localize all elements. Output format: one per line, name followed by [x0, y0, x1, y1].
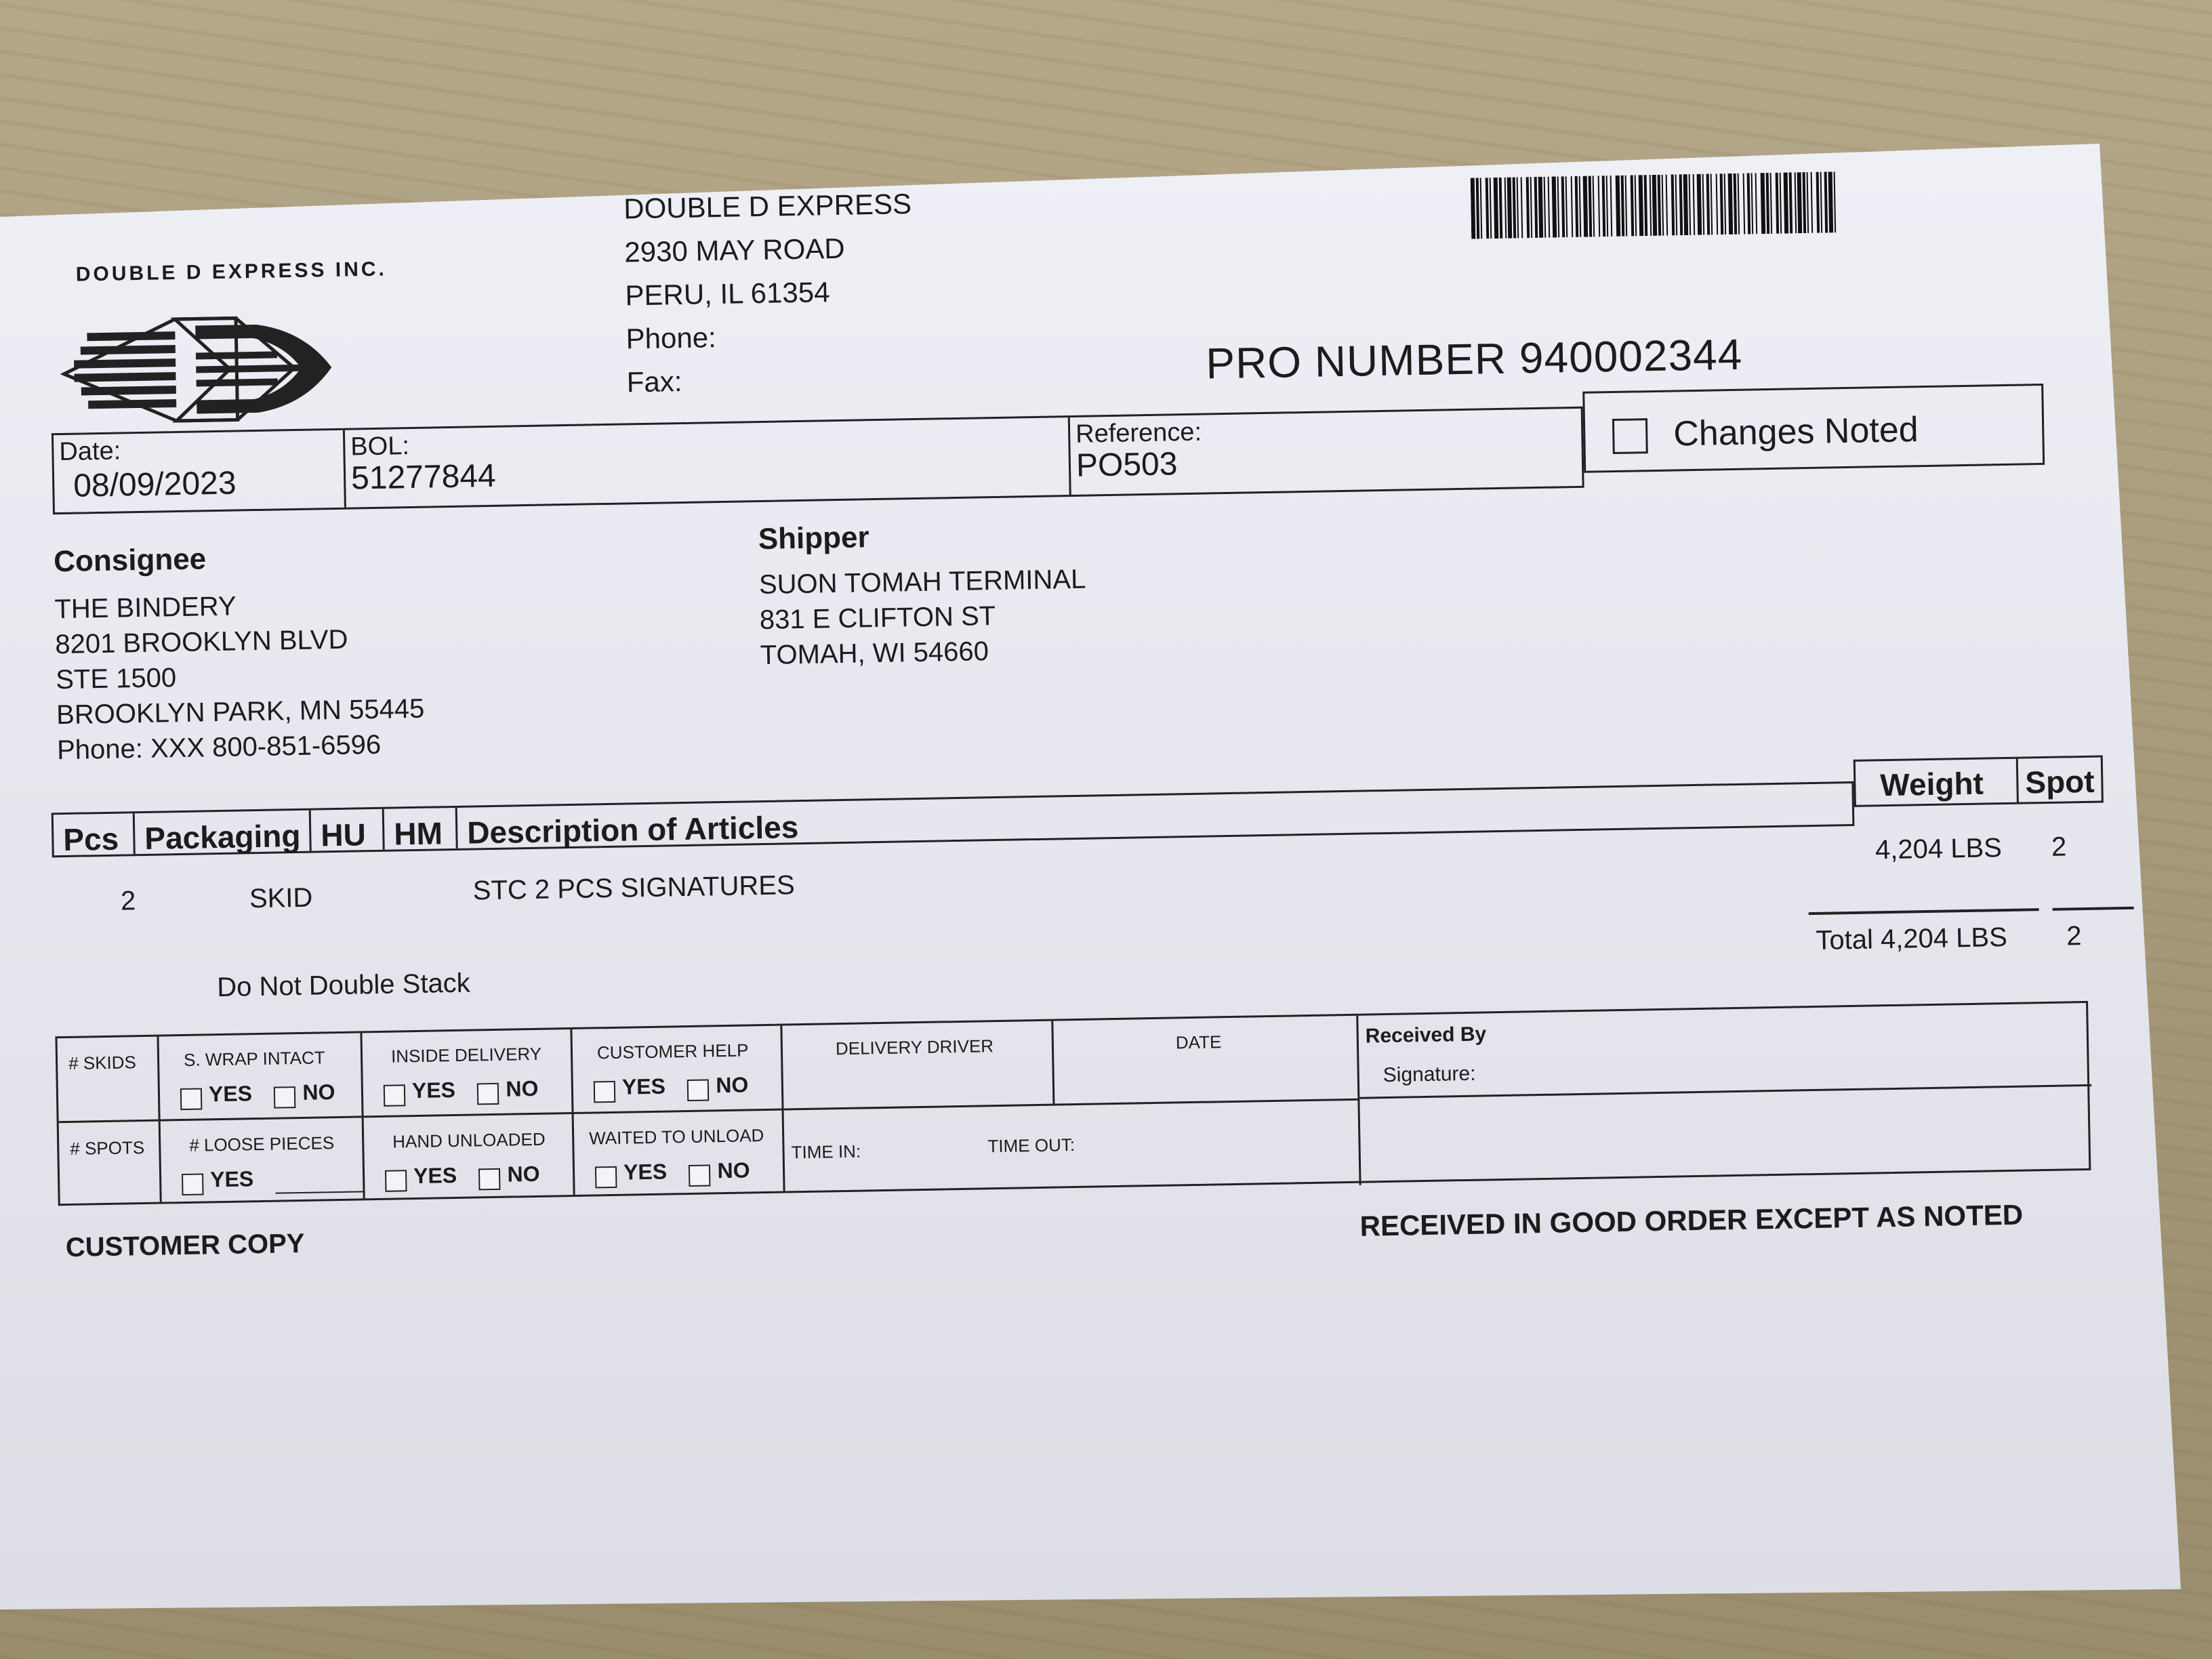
- help-label: CUSTOMER HELP: [596, 1040, 749, 1063]
- inside-no-label: NO: [506, 1076, 539, 1101]
- barcode-bar: [1593, 176, 1595, 237]
- waited-label: WAITED TO UNLOAD: [588, 1125, 764, 1149]
- driver-label: DELIVERY DRIVER: [835, 1036, 994, 1059]
- barcode-bar: [1811, 172, 1814, 233]
- shipper-line-2: 831 E CLIFTON ST: [759, 600, 996, 636]
- inside-yes-label: YES: [411, 1077, 456, 1103]
- wrap-yes-label: YES: [208, 1081, 253, 1107]
- company-name: DOUBLE D EXPRESS: [623, 188, 912, 225]
- waited-no-checkbox[interactable]: [689, 1164, 711, 1187]
- time-in-label: TIME IN:: [791, 1141, 861, 1163]
- row-spot: 2: [2051, 832, 2067, 862]
- barcode-bar: [1711, 173, 1713, 234]
- barcode-bar: [1583, 176, 1589, 237]
- barcode-bar: [1755, 173, 1758, 234]
- barcode-bar: [1820, 172, 1823, 233]
- loose-label: # LOOSE PIECES: [189, 1132, 335, 1155]
- barcode-bar: [1693, 174, 1696, 235]
- col-hu: HU: [311, 809, 385, 851]
- barcode-bar: [1490, 178, 1492, 239]
- barcode-bar: [1816, 172, 1820, 233]
- barcode-bar: [1575, 176, 1579, 237]
- help-no-checkbox[interactable]: [687, 1079, 710, 1101]
- barcode-bar: [1544, 177, 1547, 238]
- barcode-bar: [1606, 176, 1609, 237]
- barcode-bar: [1652, 175, 1658, 236]
- barcode-bar: [1658, 175, 1662, 236]
- barcode-bar: [1644, 175, 1648, 236]
- wrap-col: [159, 1033, 365, 1202]
- pro-number-value: 940002344: [1519, 329, 1743, 383]
- consignee-line-4: BROOKLYN PARK, MN 55445: [56, 693, 425, 731]
- bol-field: [345, 417, 1071, 508]
- barcode-bar: [1610, 176, 1613, 237]
- barcode-bar: [1824, 171, 1828, 232]
- barcode-bar: [1807, 172, 1809, 233]
- signature-area[interactable]: [1359, 1086, 2093, 1185]
- barcode-bar: [1486, 178, 1490, 239]
- barcode-bar: [1635, 175, 1637, 236]
- waited-no-label: NO: [717, 1158, 750, 1183]
- barcode-bar: [1621, 176, 1625, 237]
- row-pcs: 2: [120, 886, 136, 916]
- barcode-bar: [1683, 174, 1689, 235]
- changes-noted-checkbox[interactable]: [1612, 418, 1648, 454]
- help-no-label: NO: [716, 1072, 749, 1098]
- company-phone-label: Phone:: [626, 321, 717, 355]
- barcode-bar: [1780, 173, 1782, 234]
- barcode-bar: [1507, 178, 1513, 239]
- date-field: [54, 430, 346, 512]
- delivery-date-label: DATE: [1175, 1031, 1222, 1053]
- inside-label: INSIDE DELIVERY: [390, 1043, 542, 1067]
- col-description: Description of Articles: [466, 809, 799, 851]
- total-spot: 2: [2066, 921, 2082, 951]
- barcode-bar: [1706, 174, 1711, 235]
- logo-caption: DOUBLE D EXPRESS INC.: [75, 258, 388, 286]
- hand-yes-checkbox[interactable]: [385, 1170, 407, 1192]
- company-street: 2930 MAY ROAD: [623, 232, 846, 268]
- barcode-bar: [1761, 173, 1766, 234]
- barcode-bar: [1602, 176, 1606, 237]
- barcode-bar: [1702, 174, 1705, 235]
- consignee-line-3: STE 1500: [55, 663, 177, 695]
- barcode-bar: [1828, 171, 1834, 232]
- shipper-title: Shipper: [758, 520, 870, 556]
- barcode-bar: [1716, 173, 1719, 234]
- row-weight: 4,204 LBS: [1875, 833, 2003, 865]
- barcode-bar: [1666, 175, 1668, 236]
- barcode-bar: [1625, 176, 1628, 237]
- loose-options: [182, 1164, 364, 1195]
- total-rule: [1809, 908, 2039, 915]
- consignee-line-2: 8201 BROOKLYN BLVD: [54, 624, 348, 660]
- barcode-bar: [1720, 173, 1724, 234]
- barcode-bar: [1728, 173, 1734, 234]
- date-value: 08/09/2023: [73, 465, 237, 504]
- barcode-bar: [1499, 178, 1503, 239]
- barcode-bar: [1571, 176, 1574, 237]
- barcode-bar: [1803, 172, 1807, 233]
- waited-options: [595, 1158, 769, 1188]
- barcode-bar: [1743, 173, 1746, 234]
- articles-header: [52, 781, 1855, 857]
- barcode-bar: [1795, 172, 1797, 233]
- col-hm: HM: [384, 808, 458, 850]
- wrap-no-label: NO: [302, 1080, 335, 1105]
- reference-label: Reference:: [1075, 417, 1202, 449]
- time-out-label: TIME OUT:: [987, 1134, 1076, 1157]
- waited-yes-checkbox[interactable]: [595, 1166, 617, 1189]
- inside-col: [362, 1029, 575, 1198]
- hand-no-checkbox[interactable]: [478, 1168, 501, 1191]
- col-packaging: Packaging: [135, 811, 312, 855]
- consignee-line-1: THE BINDERY: [54, 591, 237, 625]
- barcode-bar: [1552, 176, 1557, 237]
- barcode-bar: [1751, 173, 1754, 234]
- barcode-bar: [1747, 173, 1751, 234]
- barcode: [1471, 171, 1837, 239]
- col-weight-box: [1853, 757, 2017, 807]
- customer-copy-label: CUSTOMER COPY: [65, 1228, 305, 1263]
- skids-spots-col: [58, 1037, 162, 1204]
- barcode-bar: [1476, 178, 1480, 239]
- hand-options: [385, 1161, 559, 1191]
- barcode-bar: [1561, 176, 1565, 237]
- shipper-line-1: SUON TOMAH TERMINAL: [758, 564, 1086, 600]
- col-weight: Weight: [1879, 765, 1984, 803]
- barcode-bar: [1734, 173, 1738, 234]
- row-description: STC 2 PCS SIGNATURES: [472, 870, 796, 906]
- hand-label: HAND UNLOADED: [392, 1128, 546, 1152]
- pro-number: [1206, 329, 1743, 389]
- col-spot-box: [2016, 755, 2104, 804]
- barcode-bar: [1675, 174, 1678, 235]
- barcode-bar: [1639, 175, 1644, 236]
- reference-value: PO503: [1076, 446, 1178, 484]
- changes-noted-box: [1582, 384, 2045, 473]
- help-yes-label: YES: [621, 1073, 666, 1099]
- driver-cell[interactable]: [782, 1021, 1054, 1109]
- barcode-bar: [1494, 178, 1499, 239]
- barcode-bar: [1766, 173, 1770, 234]
- barcode-bar: [1526, 177, 1530, 238]
- barcode-bar: [1776, 173, 1780, 234]
- barcode-bar: [1631, 175, 1635, 236]
- changes-noted-label: Changes Noted: [1673, 410, 1919, 454]
- barcode-bar: [1534, 177, 1538, 238]
- barcode-bar: [1513, 178, 1517, 239]
- row-packaging: SKID: [249, 882, 313, 914]
- company-city: PERU, IL 61354: [625, 276, 830, 312]
- col-pcs: Pcs: [54, 813, 136, 855]
- barcode-bar: [1616, 176, 1621, 237]
- barcode-bar: [1834, 171, 1837, 232]
- barcode-bar: [1797, 172, 1803, 233]
- barcode-bar: [1789, 172, 1793, 233]
- barcode-bar: [1738, 173, 1740, 234]
- inside-no-checkbox[interactable]: [477, 1083, 499, 1105]
- barcode-bar: [1579, 176, 1582, 237]
- barcode-bar: [1548, 177, 1551, 238]
- barcode-bar: [1530, 177, 1533, 238]
- barcode-bar: [1770, 173, 1773, 234]
- bol-label: BOL:: [350, 432, 410, 462]
- barcode-bar: [1724, 173, 1727, 234]
- reference-field: [1070, 409, 1586, 495]
- help-col: [572, 1026, 785, 1195]
- help-options: [594, 1072, 768, 1103]
- inside-options: [384, 1076, 558, 1106]
- consignee-line-5: Phone: XXX 800-851-6596: [56, 729, 382, 766]
- loose-yes-checkbox[interactable]: [182, 1173, 204, 1195]
- wrap-no-checkbox[interactable]: [274, 1086, 296, 1109]
- received-good-order-text: RECEIVED IN GOOD ORDER EXCEPT AS NOTED: [1359, 1198, 2024, 1242]
- barcode-bar: [1598, 176, 1601, 237]
- wrap-label: S. WRAP INTACT: [183, 1047, 325, 1070]
- hand-no-label: NO: [507, 1161, 540, 1187]
- total-weight: Total 4,204 LBS: [1816, 922, 2008, 956]
- loose-yes-label: YES: [209, 1166, 254, 1192]
- bol-value: 51277844: [350, 457, 497, 497]
- barcode-bar: [1517, 177, 1519, 238]
- barcode-bar: [1662, 175, 1664, 236]
- barcode-bar: [1565, 176, 1568, 237]
- loose-count-blank[interactable]: [276, 1191, 364, 1193]
- barcode-bar: [1480, 178, 1483, 239]
- delivery-table: [55, 1001, 2091, 1206]
- barcode-bar: [1521, 177, 1523, 238]
- barcode-bar: [1784, 172, 1789, 233]
- barcode-bar: [1538, 177, 1544, 238]
- barcode-bar: [1471, 178, 1476, 239]
- company-fax-label: Fax:: [626, 365, 682, 398]
- waited-yes-label: YES: [623, 1159, 668, 1185]
- received-by-label: Received By: [1365, 1023, 1487, 1048]
- inside-yes-checkbox[interactable]: [384, 1084, 406, 1107]
- barcode-bar: [1504, 178, 1507, 239]
- date-cell[interactable]: [1053, 1016, 1359, 1104]
- col-spot: Spot: [2024, 763, 2095, 800]
- spots-label: # SPOTS: [70, 1137, 145, 1159]
- signature-label: Signature:: [1382, 1062, 1476, 1087]
- barcode-bar: [1689, 174, 1692, 235]
- pro-number-label: PRO NUMBER: [1205, 333, 1507, 388]
- wrap-options: [180, 1080, 354, 1110]
- wrap-yes-checkbox[interactable]: [180, 1088, 203, 1110]
- barcode-bar: [1650, 175, 1652, 236]
- handling-note: Do Not Double Stack: [216, 968, 471, 1003]
- time-cell[interactable]: [783, 1099, 1361, 1195]
- barcode-bar: [1697, 174, 1702, 235]
- barcode-bar: [1671, 174, 1675, 235]
- document-body: [20, 167, 2100, 1355]
- double-d-logo: [59, 288, 414, 436]
- barcode-bar: [1557, 176, 1560, 237]
- skids-label: # SKIDS: [68, 1052, 137, 1073]
- hand-yes-label: YES: [413, 1162, 457, 1189]
- barcode-bar: [1679, 174, 1683, 235]
- shipper-line-3: TOMAH, WI 54660: [760, 636, 989, 671]
- consignee-title: Consignee: [53, 542, 207, 579]
- date-label: Date:: [59, 436, 121, 467]
- barcode-bar: [1589, 176, 1593, 237]
- help-yes-checkbox[interactable]: [594, 1081, 616, 1103]
